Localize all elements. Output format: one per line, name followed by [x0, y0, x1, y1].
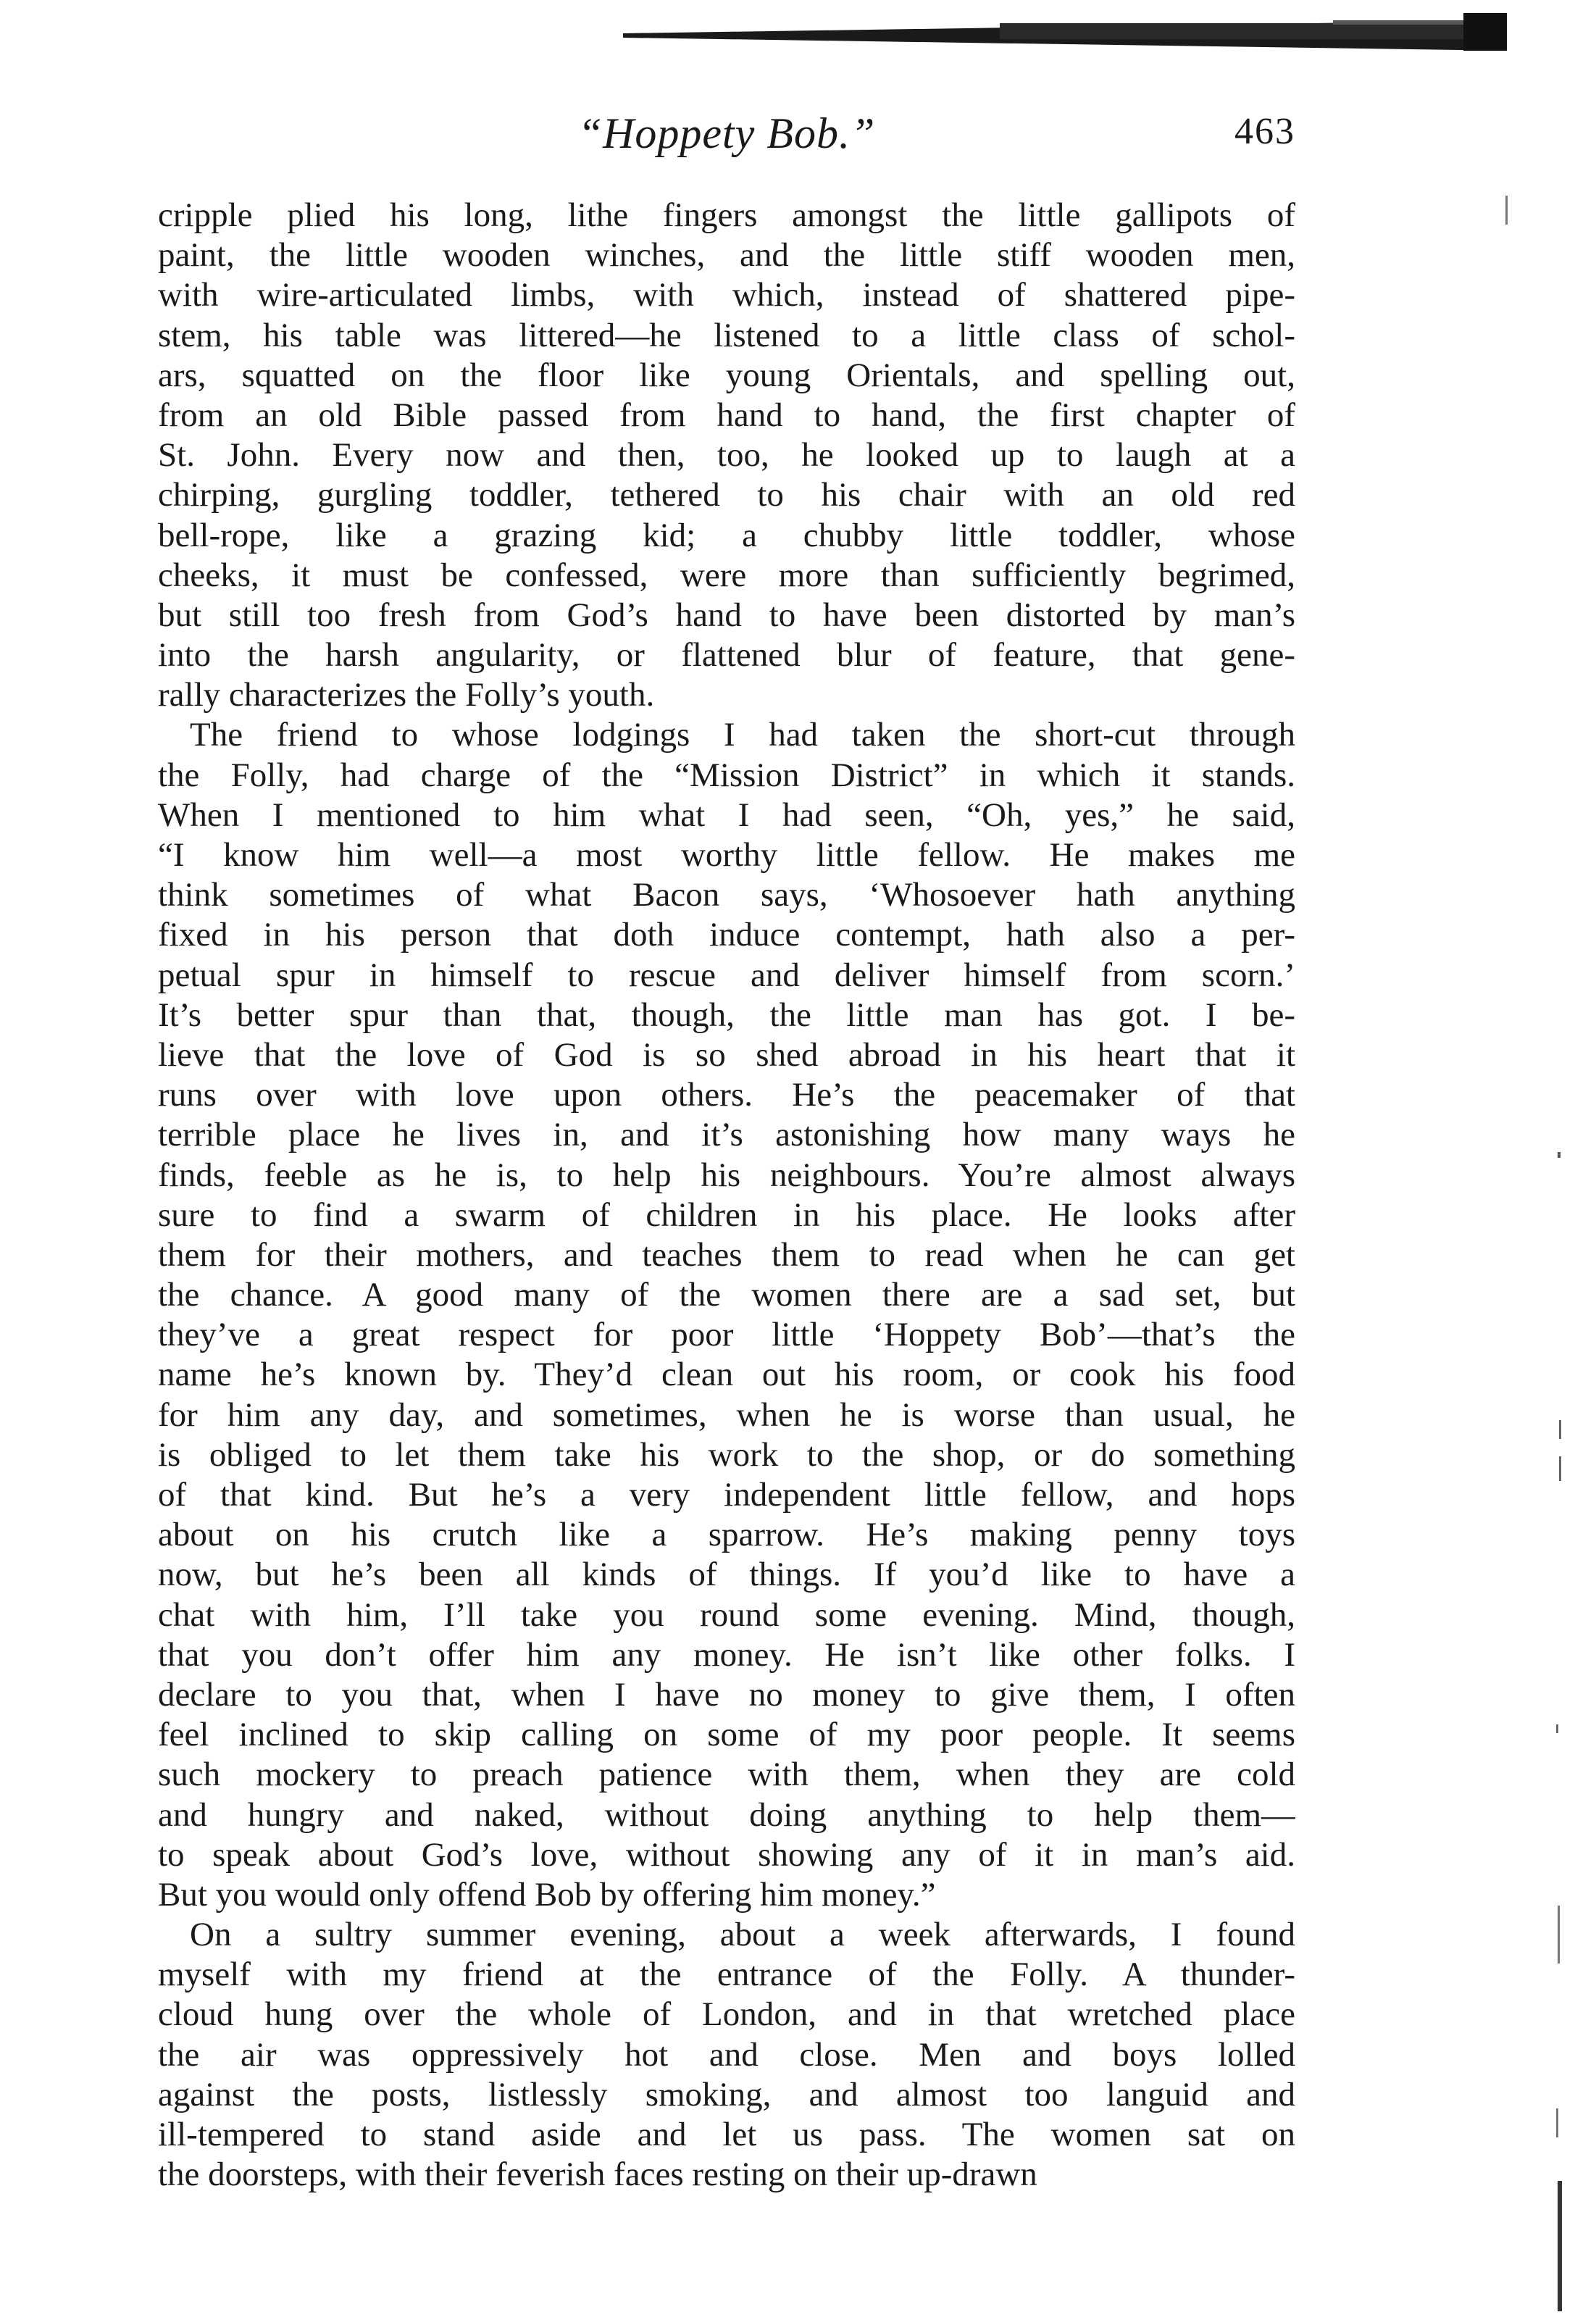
- text-line: myself with my friend at the entrance of the Folly. A thunder-: [158, 1956, 1295, 1994]
- text-line: about on his crutch like a sparrow. He’s making penny toys: [158, 1516, 1295, 1554]
- text-line: but still too fresh from God’s hand to have been distorted by man’s: [158, 596, 1295, 634]
- text-line: the chance. A good many of the women there are a sad set, but: [158, 1276, 1295, 1314]
- text-line: On a sultry summer evening, about a week afterwards, I found: [190, 1916, 1295, 1954]
- text-line: think sometimes of what Bacon says, ‘Whosoever hath anything: [158, 876, 1295, 914]
- margin-print-specks: [1478, 181, 1565, 2311]
- text-line: of that kind. But he’s a very independent little fellow, and hops: [158, 1476, 1295, 1514]
- paragraph: [158, 1915, 1295, 2195]
- text-line: declare to you that, when I have no money to give them, I often: [158, 1675, 1295, 1714]
- text-line: fixed in his person that doth induce contempt, hath also a per-: [158, 916, 1295, 954]
- text-line: But you would only offend Bob by offering him money.”: [158, 1875, 936, 1914]
- text-line: them for their mothers, and teaches them to read when he can get: [158, 1235, 1295, 1274]
- text-line: sure to find a swarm of children in his place. He looks after: [158, 1196, 1295, 1234]
- text-line: such mockery to preach patience with them, when they are cold: [158, 1756, 1295, 1794]
- text-line: to speak about God’s love, without showing any of it in man’s aid.: [158, 1835, 1295, 1874]
- text-line: It’s better spur than that, though, the little man has got. I be-: [158, 996, 1295, 1034]
- top-edge-print-smudge: [623, 13, 1507, 51]
- text-line: against the posts, listlessly smoking, and almost too languid and: [158, 2075, 1295, 2114]
- text-line: paint, the little wooden winches, and the little stiff wooden men,: [158, 236, 1295, 275]
- text-line: finds, feeble as he is, to help his neighbours. You’re almost always: [158, 1156, 1295, 1194]
- text-line: from an old Bible passed from hand to hand, the first chapter of: [158, 396, 1295, 434]
- text-line: name he’s known by. They’d clean out his room, or cook his food: [158, 1356, 1295, 1394]
- paragraph: [158, 715, 1295, 1915]
- text-line: the air was oppressively hot and close. Men and boys lolled: [158, 2035, 1295, 2074]
- text-line: chirping, gurgling toddler, tethered to his chair with an old red: [158, 476, 1295, 514]
- text-line: The friend to whose lodgings I had taken the short-cut through: [190, 716, 1295, 754]
- text-line: stem, his table was littered—he listened to a little class of schol-: [158, 316, 1295, 354]
- text-line: cloud hung over the whole of London, and in that wretched place: [158, 1995, 1295, 2034]
- page-number: 463: [1234, 111, 1295, 152]
- text-line: cheeks, it must be confessed, were more than sufficiently begrimed,: [158, 556, 1295, 594]
- text-line: for him any day, and sometimes, when he is worse than usual, he: [158, 1395, 1295, 1434]
- text-line: the doorsteps, with their feverish faces resting on their up-drawn: [158, 2156, 1037, 2194]
- text-line: they’ve a great respect for poor little ‘Hoppety Bob’—that’s the: [158, 1316, 1295, 1354]
- text-line: lieve that the love of God is so shed abroad in his heart that it: [158, 1035, 1295, 1074]
- paragraph: [158, 196, 1295, 715]
- text-line: rally characterizes the Folly’s youth.: [158, 676, 655, 714]
- text-line: ars, squatted on the floor like young Orientals, and spelling out,: [158, 356, 1295, 394]
- text-line: feel inclined to skip calling on some of my poor people. It seems: [158, 1716, 1295, 1754]
- text-line: now, but he’s been all kinds of things. If you’d like to have a: [158, 1556, 1295, 1594]
- text-line: that you don’t offer him any money. He isn’t like other folks. I: [158, 1635, 1295, 1674]
- text-line: runs over with love upon others. He’s the peacemaker of that: [158, 1076, 1295, 1114]
- text-line: into the harsh angularity, or flattened blur of feature, that gene-: [158, 636, 1295, 675]
- text-line: terrible place he lives in, and it’s astonishing how many ways he: [158, 1116, 1295, 1154]
- text-line: When I mentioned to him what I had seen, “Oh, yes,” he said,: [158, 796, 1295, 834]
- text-line: cripple plied his long, lithe fingers amongst the little gallipots of: [158, 196, 1295, 234]
- text-line: with wire-articulated limbs, with which, instead of shattered pipe-: [158, 276, 1295, 314]
- text-line: petual spur in himself to rescue and deliver himself from scorn.’: [158, 956, 1295, 994]
- text-line: and hungry and naked, without doing anything to help them—: [158, 1795, 1295, 1834]
- text-line: is obliged to let them take his work to the shop, or do something: [158, 1435, 1295, 1474]
- body-text: [158, 196, 1295, 2275]
- text-line: “I know him well—a most worthy little fellow. He makes me: [158, 836, 1295, 874]
- text-line: chat with him, I’ll take you round some evening. Mind, though,: [158, 1595, 1295, 1634]
- text-line: the Folly, had charge of the “Mission District” in which it stands.: [158, 756, 1295, 794]
- page-header: [158, 109, 1295, 174]
- text-line: bell-rope, like a grazing kid; a chubby little toddler, whose: [158, 516, 1295, 554]
- text-line: St. John. Every now and then, too, he looked up to laugh at a: [158, 436, 1295, 475]
- running-title: “Hoppety Bob.”: [577, 109, 876, 157]
- text-line: ill-tempered to stand aside and let us pass. The women sat on: [158, 2116, 1295, 2153]
